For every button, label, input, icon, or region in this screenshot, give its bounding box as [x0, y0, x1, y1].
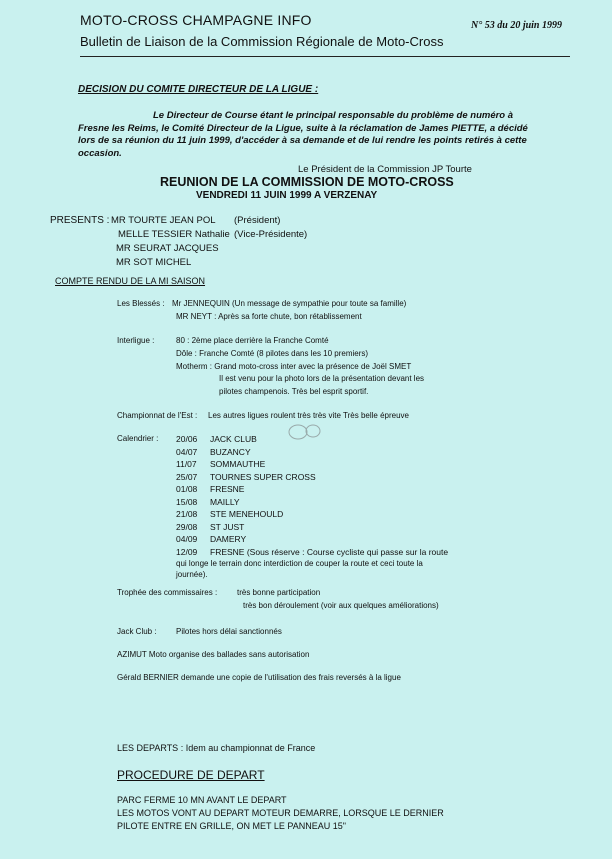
calendar-row	[176, 434, 448, 447]
calendar-row	[176, 472, 448, 485]
procedure-line: PILOTE ENTRE EN GRILLE, ON MET LE PANNEAU 15"	[117, 821, 346, 831]
calendar-date: 20/06	[176, 434, 198, 444]
person-role: (Président)	[234, 215, 281, 226]
calendar-date: 04/09	[176, 534, 198, 544]
calendar-date: 25/07	[176, 471, 198, 482]
person-name: MELLE TESSIER Nathalie	[118, 229, 230, 240]
procedure-line: LES MOTOS VONT AU DEPART MOTEUR DEMARRE, LORSQUE LE DERNIER	[117, 808, 444, 818]
calendar-list	[176, 434, 448, 579]
calendar-date: 21/08	[176, 509, 198, 519]
calendar-date: 12/09	[176, 546, 198, 557]
calendar-event: FRESNE (Sous réserve : Course cycliste qui passe sur la route	[210, 546, 449, 557]
decision-line: Le Directeur de Course étant le principal responsable du problème de numéro à	[153, 110, 514, 121]
calendar-event: MAILLY	[210, 496, 240, 507]
bulletin-title: MOTO-CROSS CHAMPAGNE INFO	[80, 12, 312, 28]
person-name: MR SEURAT JACQUES	[116, 243, 219, 254]
calendar-event: BUZANCY	[210, 446, 251, 457]
interligue-line: pilotes champenois. Très bel esprit sportif.	[219, 387, 369, 396]
decision-line: occasion.	[78, 147, 122, 159]
calendrier-label: Calendrier :	[117, 434, 159, 443]
calendar-row	[176, 484, 448, 497]
calendar-event: FRESNE	[210, 484, 245, 494]
person-role: (Vice-Présidente)	[234, 229, 308, 240]
presents-label: PRESENTS :	[50, 215, 110, 226]
procedure-line: PARC FERME 10 MN AVANT LE DEPART	[117, 795, 287, 805]
calendar-row	[176, 497, 448, 510]
decision-line: lors de sa réunion du 11 juin 1999, d'accéder à sa demande et de lui rendre les points retirés à cette	[78, 135, 527, 146]
calendar-row	[176, 447, 448, 460]
decision-body	[78, 110, 568, 160]
calendar-row	[176, 522, 448, 535]
jackclub-label: Jack Club :	[117, 627, 157, 636]
championnat-text: Les autres ligues roulent très très vite Très belle épreuve	[208, 411, 409, 420]
interligue-label: Interligue :	[117, 336, 155, 345]
calendar-row	[176, 547, 448, 560]
blesses-label: Les Blessés :	[117, 299, 165, 308]
calendar-event: ST JUST	[210, 521, 245, 532]
calendar-row	[176, 509, 448, 522]
trophee-line: très bonne participation	[237, 588, 321, 597]
calendar-note: qui longe le terrain donc interdiction de couper la route et ceci toute la	[176, 559, 423, 568]
interligue-line: Motherm : Grand moto-cross inter avec la présence de Joël SMET	[176, 362, 412, 371]
jackclub-text: Pilotes hors délai sanctionnés	[176, 627, 282, 636]
departs-text: LES DEPARTS : Idem au championnat de France	[117, 743, 316, 753]
calendar-event: SOMMAUTHE	[210, 459, 266, 469]
interligue-line: Dôle : Franche Comté (8 pilotes dans les 10 premiers)	[176, 349, 369, 358]
bulletin-subtitle: Bulletin de Liaison de la Commission Régionale de Moto-Cross	[80, 34, 444, 49]
calendar-row	[176, 459, 448, 472]
section-title: COMPTE RENDU DE LA MI SAISON	[55, 276, 206, 286]
trophee-line: très bon déroulement (voir aux quelques améliorations)	[243, 601, 439, 610]
blesses-line: MR NEYT : Après sa forte chute, bon rétablissement	[176, 312, 362, 321]
interligue-line: Il est venu pour la photo lors de la présentation devant les	[219, 374, 425, 383]
decision-line: Fresne les Reims, le Comité Directeur de la Ligue, suite à la réclamation de James PIETTE, a décidé	[78, 122, 528, 134]
calendar-date: 15/08	[176, 496, 198, 507]
header	[80, 12, 443, 49]
championnat-label: Championnat de l'Est :	[117, 411, 198, 420]
signature: Le Président de la Commission JP Tourte	[298, 164, 472, 175]
calendar-event: DAMERY	[210, 534, 247, 544]
calendar-note: journée).	[176, 570, 208, 579]
calendar-event: JACK CLUB	[210, 434, 257, 444]
calendar-date: 29/08	[176, 521, 198, 532]
calendar-date: 01/08	[176, 484, 198, 494]
procedure-title: PROCEDURE DE DEPART	[117, 768, 265, 782]
interligue-line: 80 : 2ème place derrière la Franche Comté	[176, 336, 329, 345]
trophee-label: Trophée des commissaires :	[117, 588, 218, 597]
reunion-date: VENDREDI 11 JUIN 1999 A VERZENAY	[196, 190, 378, 201]
blesses-line: Mr JENNEQUIN (Un message de sympathie pour toute sa famille)	[172, 299, 407, 308]
calendar-event: TOURNES SUPER CROSS	[210, 471, 316, 482]
calendar-date: 04/07	[176, 446, 198, 457]
calendar-event: STE MENEHOULD	[210, 509, 284, 519]
calendar-row	[176, 534, 448, 547]
person-name: MR TOURTE JEAN POL	[111, 215, 216, 226]
calendar-date: 11/07	[176, 459, 197, 469]
person-name: MR SOT MICHEL	[116, 257, 192, 268]
reunion-title: REUNION DE LA COMMISSION DE MOTO-CROSS	[160, 175, 454, 189]
azimut-text: AZIMUT Moto organise des ballades sans autorisation	[117, 650, 310, 659]
issue-number: N° 53 du 20 juin 1999	[471, 20, 562, 31]
decision-title: DECISION DU COMITE DIRECTEUR DE LA LIGUE :	[78, 84, 319, 95]
header-divider	[80, 56, 570, 57]
gerald-text: Gérald BERNIER demande une copie de l'utilisation des frais reversés à la ligue	[117, 673, 401, 682]
